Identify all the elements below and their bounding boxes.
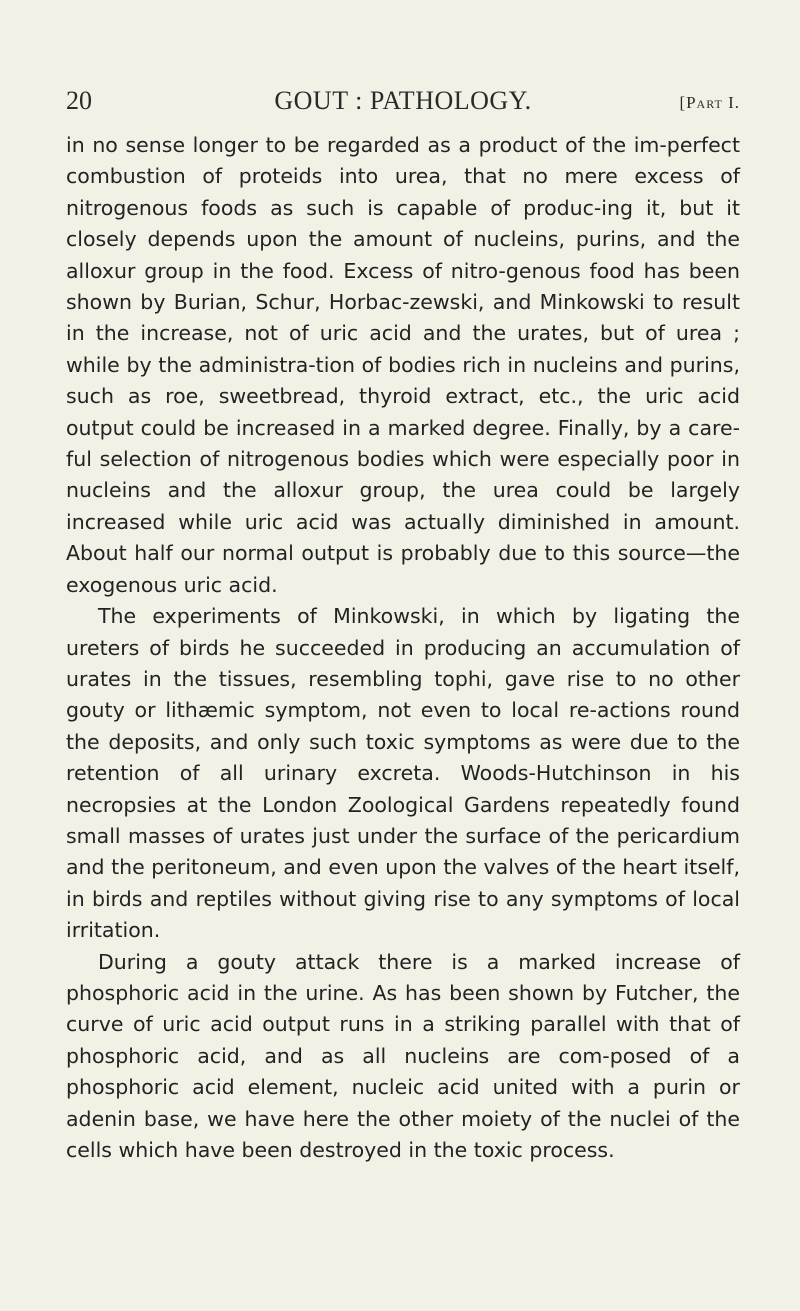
running-head (66, 84, 740, 126)
body-text (66, 130, 740, 1166)
part-label: [Part I. (679, 93, 740, 112)
paragraph-continued: in no sense longer to be regarded as a product of the im-perfect combustion of proteids into urea, that no mere excess of nitrogenous foods as such is capable of produc-ing it, but it closely depends upon the amount of nucleins, purins, and the alloxur group in the food. Excess of nitro-genous food has been shown by Burian, Schur, Horbac-zewski, and Minkowski to result in the increase, not of uric acid and the urates, but of urea ; while by the administra-tion of bodies rich in nucleins and purins, such as roe, sweetbread, thyroid extract, etc., the uric acid output could be increased in a marked degree. Finally, by a care-ful selection of nitrogenous bodies which were especially poor in nucleins and the alloxur group, the urea could be largely increased while uric acid was actually diminished in amount. About half our normal output is probably due to this source—the exogenous uric acid. (66, 133, 740, 597)
book-page (66, 84, 740, 1166)
paragraph-minkowski-experiments: The experiments of Minkowski, in which by ligating the ureters of birds he succeeded in producing an accumulation of urates in the tissues, resembling tophi, gave rise to no other gouty or lithæmic symptom, not even to local re-actions round the deposits, and only such toxic symptoms as were due to the retention of all urinary excreta. Woods-Hutchinson in his necropsies at the London Zoological Gardens repeatedly found small masses of urates just under the surface of the pericardium and the peritoneum, and even upon the valves of the heart itself, in birds and reptiles without giving rise to any symptoms of local irritation. (66, 604, 740, 943)
running-title: GOUT : PATHOLOGY. (274, 86, 532, 115)
paragraph-gouty-attack: During a gouty attack there is a marked increase of phosphoric acid in the urine. As has been shown by Futcher, the curve of uric acid output runs in a striking parallel with that of phosphoric acid, and as all nucleins are com-posed of a phosphoric acid element, nucleic acid united with a purin or adenin base, we have here the other moiety of the nuclei of the cells which have been destroyed in the toxic process. (66, 949, 740, 1162)
page-number: 20 (66, 86, 92, 115)
